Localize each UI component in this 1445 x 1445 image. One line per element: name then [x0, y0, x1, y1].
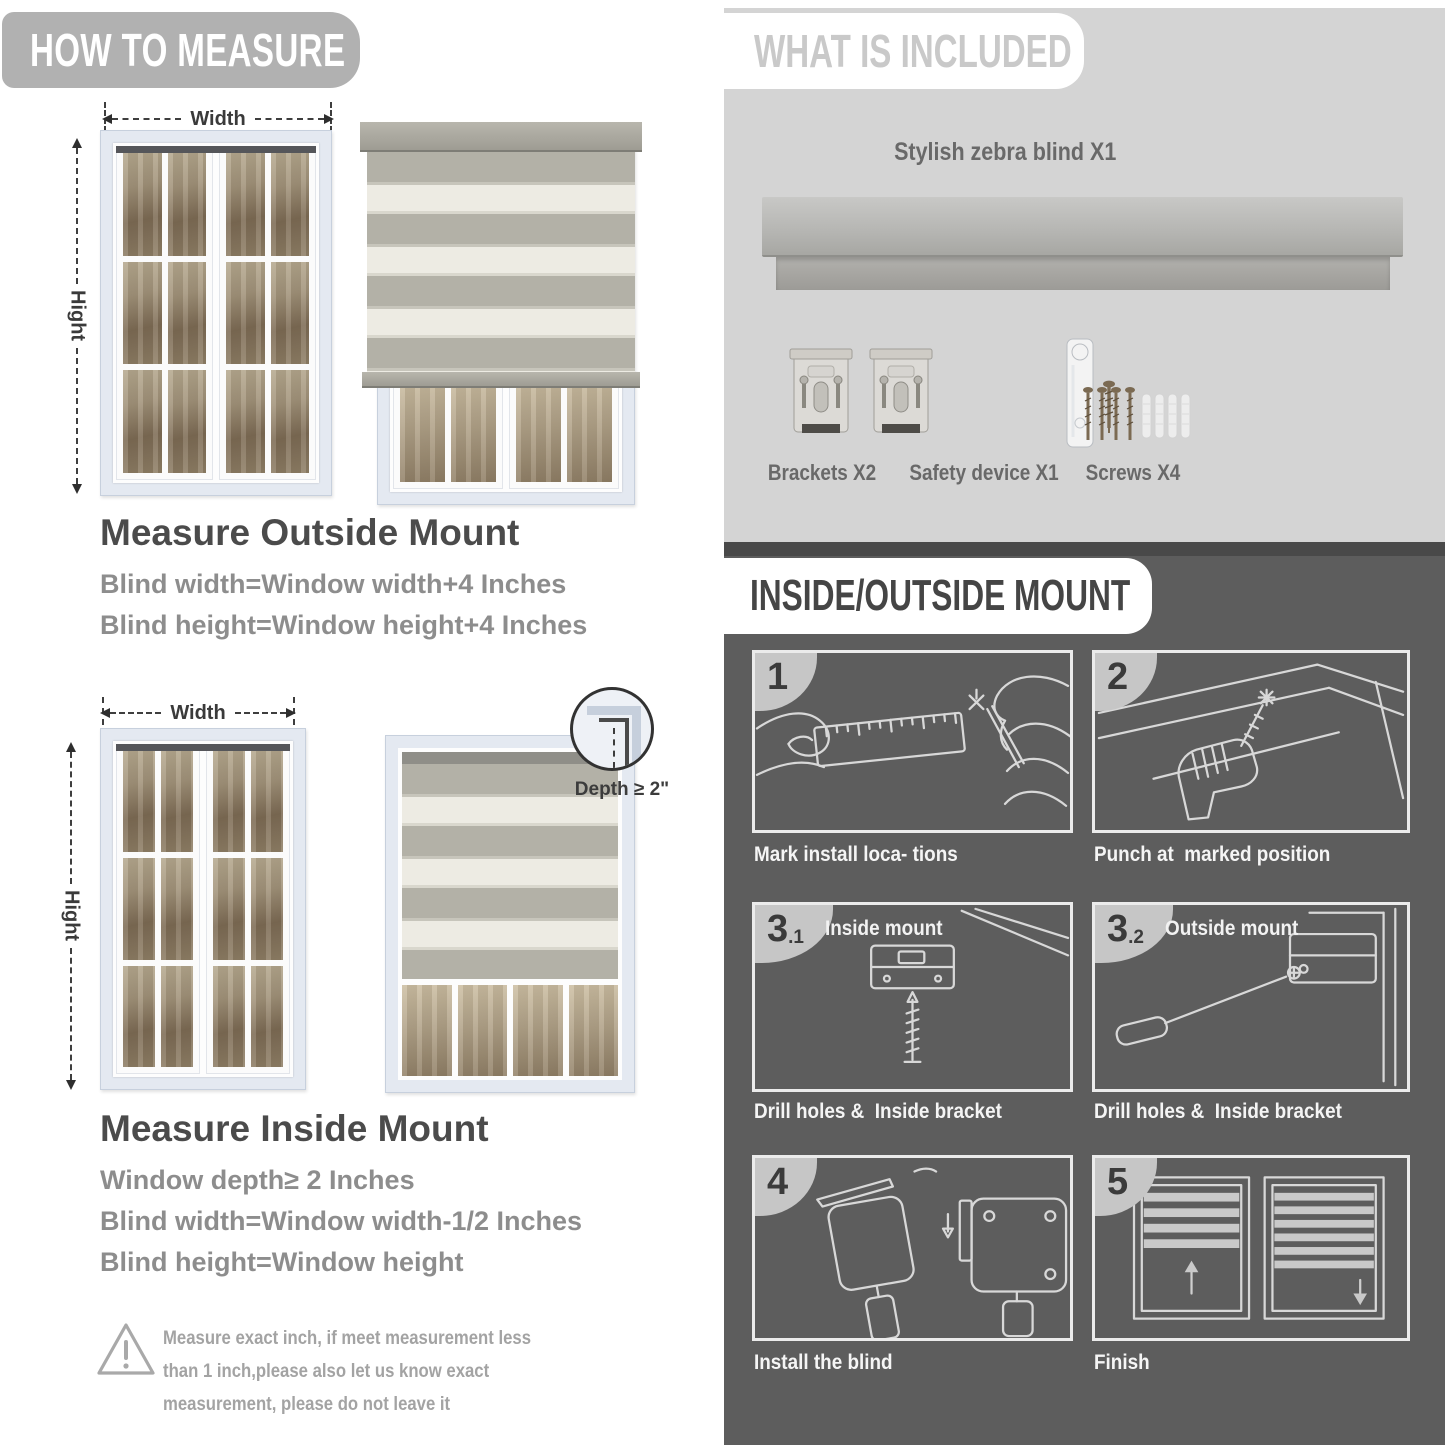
window-photo-outside [100, 130, 332, 496]
inside-outside-mount-header [724, 558, 1152, 634]
what-is-included-header [724, 13, 1084, 89]
step-1-caption: Mark install loca- tions [754, 843, 958, 866]
arrow-left-icon [100, 708, 110, 718]
arrow-left-icon [102, 114, 112, 124]
step-2-panel [1092, 650, 1410, 833]
step-5-panel [1092, 1155, 1410, 1341]
inside-mount-text [100, 1108, 582, 1283]
included-product-title: Stylish zebra blind X1 [893, 138, 1117, 166]
lower-sash [402, 979, 618, 1076]
blind-fabric [367, 152, 635, 373]
width-arrow-outside [102, 107, 334, 130]
arrow-down-icon [72, 484, 82, 494]
width-label: Width [170, 701, 226, 724]
inside-width-rule: Blind width=Window width-1/2 Inches [100, 1206, 583, 1236]
width-arrow-inside [100, 701, 296, 724]
blind-bottomrail [362, 372, 640, 388]
safety-device-label: Safety device X1 [909, 460, 1059, 485]
screws-and-anchors-icon [1082, 386, 1192, 448]
outside-height-rule: Blind height=Window height+4 Inches [100, 610, 588, 640]
inside-mount-heading: Measure Inside Mount [100, 1108, 489, 1149]
window-track-shadow [116, 744, 290, 751]
step-3-1-caption: Drill holes & Inside bracket [754, 1100, 1002, 1123]
step-5-badge: 5 [1095, 1158, 1157, 1216]
step-3-2-badge: 3 .2 [1095, 905, 1173, 963]
step-1-badge: 1 [755, 653, 817, 711]
warning-line-1: Measure exact inch, if meet measurement less [163, 1328, 532, 1349]
step-3-1-label: Inside mount [825, 917, 943, 940]
depth-label: Depth ≥ 2" [574, 779, 670, 800]
step-3-2-caption: Drill holes & Inside bracket [1094, 1100, 1342, 1123]
window-track-shadow [116, 146, 316, 153]
arrow-right-icon [324, 114, 334, 124]
step-3-2-panel [1092, 902, 1410, 1092]
inside-outside-mount-title: INSIDE/OUTSIDE MOUNT [750, 571, 1131, 620]
headrail-valance-image [776, 257, 1390, 290]
blind-headrail [360, 122, 642, 152]
arrow-up-icon [72, 138, 82, 148]
depth-magnifier-icon [570, 687, 654, 771]
step-3-1-badge: 3 .1 [755, 905, 833, 963]
height-label: Hight [60, 890, 83, 942]
step-4-panel [752, 1155, 1073, 1341]
step-5-caption: Finish [1094, 1351, 1150, 1374]
step-4-caption: Install the blind [754, 1351, 893, 1374]
headrail-image [762, 197, 1403, 257]
height-label: Hight [66, 290, 89, 342]
step-1-panel [752, 650, 1073, 833]
outside-mount-heading: Measure Outside Mount [100, 512, 520, 553]
arrow-up-icon [66, 742, 76, 752]
step-2-badge: 2 [1095, 653, 1157, 711]
warning-line-3: measurement, please do not leave it [163, 1394, 451, 1415]
what-is-included-title: WHAT IS INCLUDED [754, 25, 1072, 77]
inside-height-rule: Blind height=Window height [100, 1247, 464, 1277]
inside-depth-rule: Window depth≥ 2 Inches [100, 1165, 415, 1195]
brackets-label: Brackets X2 [767, 460, 877, 485]
screws-label: Screws X4 [1085, 460, 1181, 485]
step-3-1-panel [752, 902, 1073, 1092]
bracket-icon [868, 344, 934, 442]
arrow-down-icon [66, 1080, 76, 1090]
bracket-icon [788, 344, 854, 442]
outside-mount-text [100, 512, 587, 646]
width-label: Width [190, 107, 246, 130]
warning-triangle-icon [94, 1320, 158, 1380]
how-to-measure-title: HOW TO MEASURE [30, 24, 346, 76]
step-2-caption: Punch at marked position [1094, 843, 1331, 866]
mount-panel-divider [724, 542, 1445, 556]
step-3-2-label: Outside mount [1165, 917, 1299, 940]
window-photo-inside [100, 728, 306, 1090]
outside-width-rule: Blind width=Window width+4 Inches [100, 569, 567, 599]
how-to-measure-header [2, 12, 360, 88]
arrow-right-icon [286, 708, 296, 718]
step-4-badge: 4 [755, 1158, 817, 1216]
warning-line-2: than 1 inch,please also let us know exact [163, 1361, 490, 1382]
height-arrow-outside [64, 138, 90, 494]
measurement-warning [163, 1322, 583, 1421]
height-arrow-inside [58, 742, 84, 1090]
